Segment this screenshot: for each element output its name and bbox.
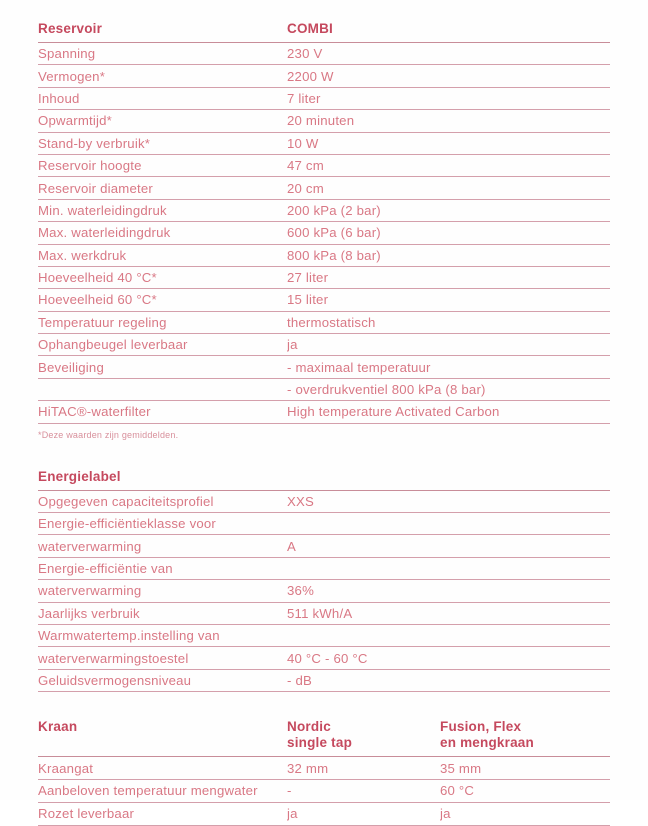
spec-label: Min. waterleidingdruk [38,202,167,218]
table-row [38,803,610,826]
table-row [38,110,610,132]
spec-label: Reservoir diameter [38,180,153,196]
spec-label: Kraangat [38,760,94,776]
spec-label: waterverwarming [38,538,142,554]
table-row [38,625,610,647]
spec-label: Warmwatertemp.instelling van [38,628,220,644]
kraan-header-label: Kraan [38,719,78,735]
kraan-header-col1-line1: Nordic [287,719,331,735]
spec-value: thermostatisch [287,314,376,330]
spec-value: 40 °C - 60 °C [287,650,368,666]
spec-value: 2200 W [287,68,334,84]
spec-label: Stand-by verbruik* [38,135,151,151]
spec-value-fusion: 60 °C [440,783,475,799]
table-row [38,535,610,557]
spec-label: Hoeveelheid 60 °C* [38,292,157,308]
spec-label: Energie-efficiëntie van [38,561,173,576]
table-row [38,558,610,580]
spec-label: Reservoir hoogte [38,158,142,174]
table-row [38,670,610,692]
spec-label: Vermogen* [38,68,106,84]
spec-value: XXS [287,493,314,509]
kraan-table-header [38,719,610,757]
spec-label: Opgegeven capaciteitsprofiel [38,493,214,509]
spec-value: - maximaal temperatuur [287,359,431,375]
reservoir-header-label: Reservoir [38,21,103,36]
spec-value: 7 liter [287,90,321,106]
table-row [38,177,610,199]
table-row [38,289,610,311]
table-row [38,88,610,110]
spec-label: Inhoud [38,90,80,106]
reservoir-table-header [38,21,610,43]
spec-label: Max. werkdruk [38,247,127,263]
kraan-header-col2-line2: en mengkraan [440,735,534,751]
spec-label: Spanning [38,46,96,62]
spec-value: High temperature Activated Carbon [287,404,500,420]
spec-value: - overdrukventiel 800 kPa (8 bar) [287,382,486,398]
spec-value: 20 cm [287,180,324,196]
spec-value-nordic: ja [287,806,298,822]
kraan-header-col1-line2: single tap [287,735,353,751]
spec-label: Hoeveelheid 40 °C* [38,270,157,286]
spec-label: Temperatuur regeling [38,314,167,330]
table-row [38,356,610,378]
spec-label: waterverwarmingstoestel [38,650,189,666]
table-row [38,155,610,177]
spec-value: 800 kPa (8 bar) [287,247,381,263]
kraan-header-col2-line1: Fusion, Flex [440,719,522,735]
footnote: *Deze waarden zijn gemiddelden. [38,429,179,440]
spec-value-fusion: ja [440,806,451,822]
spec-value: 36% [287,583,314,599]
spec-value-fusion: 35 mm [440,760,482,776]
spec-value: 10 W [287,135,319,151]
table-row [38,334,610,356]
table-row [38,222,610,244]
table-row [38,401,610,423]
spec-label: Aanbeloven temperatuur mengwater [38,783,258,799]
spec-label: Geluidsvermogensniveau [38,672,192,688]
spec-label: waterverwarming [38,583,142,599]
table-row [38,43,610,65]
spec-value: ja [287,337,298,353]
table-row [38,603,610,625]
table-row [38,379,610,401]
spec-label: Energie-efficiëntieklasse voor [38,516,217,532]
spec-value: - dB [287,672,312,688]
spec-label: HiTAC®-waterfilter [38,404,151,420]
spec-label: Ophangbeugel leverbaar [38,337,188,353]
kraan-table [38,719,610,826]
energielabel-table-header [38,469,610,491]
spec-value: 511 kWh/A [287,605,353,621]
kraan-header-col2 [440,719,610,751]
table-row [38,491,610,513]
spec-value: 600 kPa (6 bar) [287,225,381,241]
table-row [38,513,610,535]
kraan-header-col1 [287,719,440,751]
table-row [38,245,610,267]
reservoir-header-value: COMBI [287,21,333,36]
spec-label: Jaarlijks verbruik [38,605,140,621]
spec-label: Beveiliging [38,359,104,375]
energielabel-header-label: Energielabel [38,468,121,484]
table-row [38,580,610,602]
table-row [38,200,610,222]
spec-value: 230 V [287,46,323,62]
spec-value: A [287,538,296,554]
spec-value-nordic: 32 mm [287,760,329,776]
spec-value-nordic: - [287,783,292,799]
reservoir-table [38,21,610,440]
table-row [38,757,610,780]
spec-value: 200 kPa (2 bar) [287,202,381,218]
table-row [38,647,610,669]
table-row [38,65,610,87]
spec-value: 20 minuten [287,113,355,129]
spec-value: 15 liter [287,292,329,308]
spec-label: Max. waterleidingdruk [38,225,171,241]
energielabel-table [38,469,610,693]
table-row [38,133,610,155]
spec-value: 27 liter [287,270,329,286]
spec-label: Rozet leverbaar [38,806,135,822]
table-row [38,267,610,289]
spec-label: Opwarmtijd* [38,113,113,129]
spec-value: 47 cm [287,158,324,174]
table-row [38,312,610,334]
